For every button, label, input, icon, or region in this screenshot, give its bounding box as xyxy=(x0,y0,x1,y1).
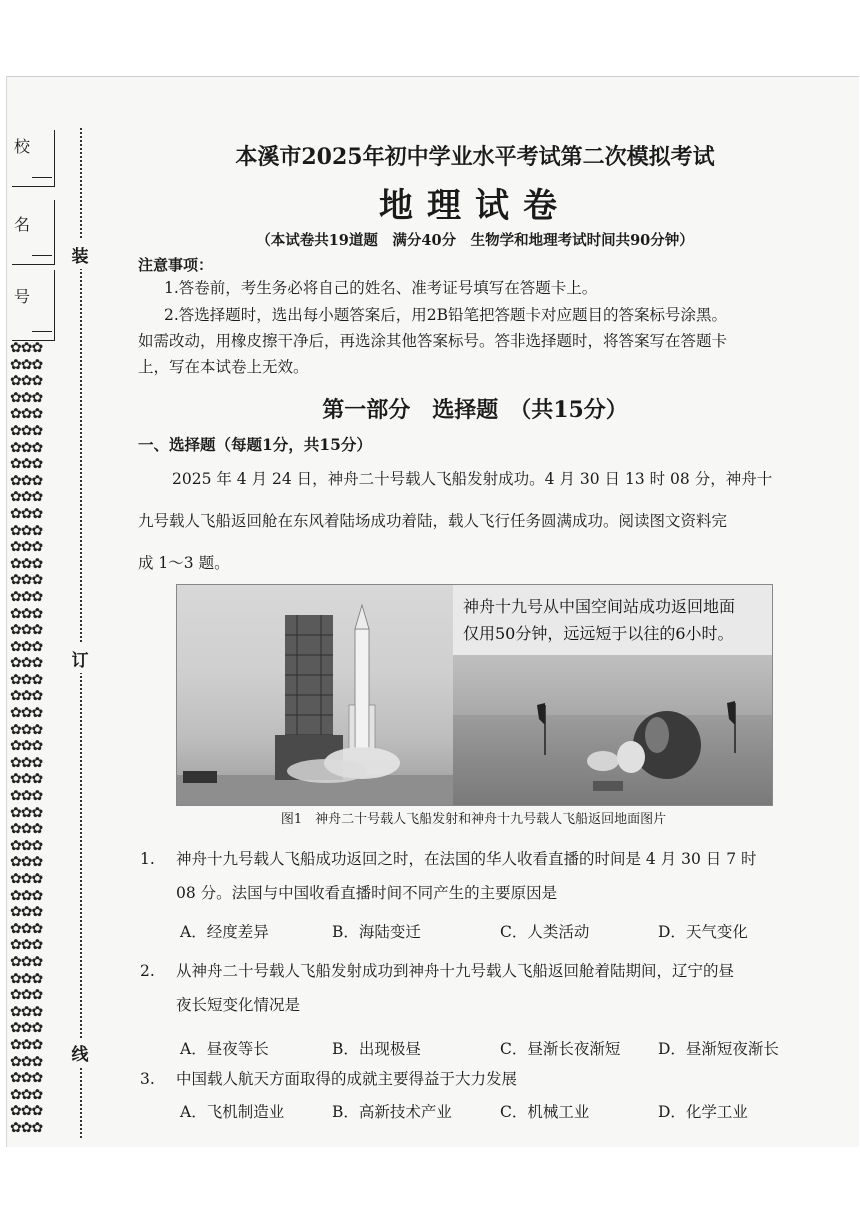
notice-item-2-line-3: 上，写在本试卷上无效。 xyxy=(138,358,309,376)
question-2 xyxy=(140,954,840,1022)
question-2-options xyxy=(180,1037,840,1065)
figure-caption: 图1 神舟二十号载人飞船发射和神舟十九号载人飞船返回地面图片 xyxy=(280,812,667,827)
binding-char-xian: 线 xyxy=(68,1038,92,1067)
figure-overlay-text xyxy=(463,593,763,647)
option-b[interactable]: B．出现极昼 xyxy=(332,1040,421,1058)
capsule-landing-photo xyxy=(453,585,772,805)
question-line-1: 中国载人航天方面取得的成就主要得益于大力发展 xyxy=(176,1070,518,1088)
option-b[interactable]: B．海陆变迁 xyxy=(332,923,421,941)
question-1 xyxy=(140,842,840,910)
notice-item-1: 1.答卷前，考生务必将自己的姓名、准考证号填写在答题卡上。 xyxy=(164,279,598,297)
school-label: 校 xyxy=(14,137,31,156)
question-number: 2. xyxy=(140,962,155,980)
notice-item-2-line-1: 2.答选择题时，选出每小题答案后，用2B铅笔把答题卡对应题目的答案标号涂黑。 xyxy=(164,306,728,324)
seal-pattern: ✿✿✿ ✿✿✿ ✿✿✿ ✿✿✿ ✿✿✿ ✿✿✿ ✿✿✿ ✿✿✿ ✿✿✿ ✿✿✿ ✿✿✿ ✿✿✿ ✿✿✿ ✿✿✿ ✿✿✿ ✿✿✿ ✿✿✿ ✿✿✿ ✿✿✿ ✿✿✿ ✿✿✿ ✿✿✿ ✿✿✿ ✿✿✿ ✿✿✿ ✿✿✿ ✿✿✿ ✿✿✿ ✿✿✿ ✿✿✿ ✿✿✿ ✿✿✿ ✿✿✿ ✿✿✿ ✿✿✿ ✿✿✿ ✿✿✿ ✿✿✿ ✿✿✿ ✿✿✿ ✿✿✿ ✿✿✿ ✿✿✿ ✿✿✿ ✿✿✿ ✿✿✿ ✿✿✿ ✿✿✿ xyxy=(10,340,43,1136)
question-3-options xyxy=(180,1100,840,1128)
question-line-2: 夜长短变化情况是 xyxy=(176,996,301,1014)
school-field xyxy=(12,130,55,187)
binding-char-ding: 订 xyxy=(68,644,92,673)
figure-1 xyxy=(176,584,773,806)
intro-line-2: 九号载人飞船返回舱在东风着陆场成功着陆，载人飞行任务圆满成功。阅读图文资料完 xyxy=(138,512,728,530)
rocket-launch-photo xyxy=(177,585,453,805)
name-label: 名 xyxy=(14,215,31,234)
option-d[interactable]: D．昼渐短夜渐长 xyxy=(658,1040,779,1058)
option-d[interactable]: D．天气变化 xyxy=(658,923,748,941)
option-c[interactable]: C．人类活动 xyxy=(500,923,590,941)
option-c[interactable]: C．昼渐长夜渐短 xyxy=(500,1040,621,1058)
binding-char-zhuang: 装 xyxy=(68,240,92,269)
question-number: 3. xyxy=(140,1070,155,1088)
notice-heading: 注意事项： xyxy=(138,256,214,274)
exam-title: 本溪市2025年初中学业水平考试第二次模拟考试 xyxy=(235,144,715,170)
question-line-1: 从神舟二十号载人飞船发射成功到神舟十九号载人飞船返回舱着陆期间，辽宁的昼 xyxy=(176,962,735,980)
number-label: 号 xyxy=(14,287,31,306)
overlay-line-2: 仅用50分钟，远远短于以往的6小时。 xyxy=(463,624,734,643)
exam-info: （本试卷共19道题 满分40分 生物学和地理考试时间共90分钟） xyxy=(256,232,694,249)
intro-line-3: 成 1～3 题。 xyxy=(138,554,230,572)
option-c[interactable]: C．机械工业 xyxy=(500,1103,590,1121)
section-heading: 一、选择题（每题1分，共15分） xyxy=(138,435,372,454)
option-a[interactable]: A．飞机制造业 xyxy=(180,1103,285,1121)
option-a[interactable]: A．经度差异 xyxy=(180,923,269,941)
option-b[interactable]: B．高新技术产业 xyxy=(332,1103,452,1121)
notice-item-2-line-2: 如需改动，用橡皮擦干净后，再选涂其他答案标号。答非选择题时，将答案写在答题卡 xyxy=(138,332,728,350)
part-title: 第一部分 选择题 （共15分） xyxy=(322,397,628,423)
overlay-line-1: 神舟十九号从中国空间站成功返回地面 xyxy=(463,597,736,616)
option-d[interactable]: D．化学工业 xyxy=(658,1103,748,1121)
option-a[interactable]: A．昼夜等长 xyxy=(180,1040,269,1058)
binding-line xyxy=(80,128,82,1138)
question-1-options xyxy=(180,920,840,948)
number-field xyxy=(12,270,55,341)
question-line-2: 08 分。法国与中国收看直播时间不同产生的主要原因是 xyxy=(176,884,558,902)
name-field xyxy=(12,200,55,265)
question-line-1: 神舟十九号载人飞船成功返回之时，在法国的华人收看直播的时间是 4 月 30 日 7 时 xyxy=(176,850,757,868)
question-number: 1. xyxy=(140,850,155,868)
intro-line-1: 2025 年 4 月 24 日，神舟二十号载人飞船发射成功。4 月 30 日 13 时 08 分，神舟十 xyxy=(172,470,773,488)
subject-title: 地理试卷 xyxy=(379,186,571,226)
question-3 xyxy=(140,1062,840,1096)
